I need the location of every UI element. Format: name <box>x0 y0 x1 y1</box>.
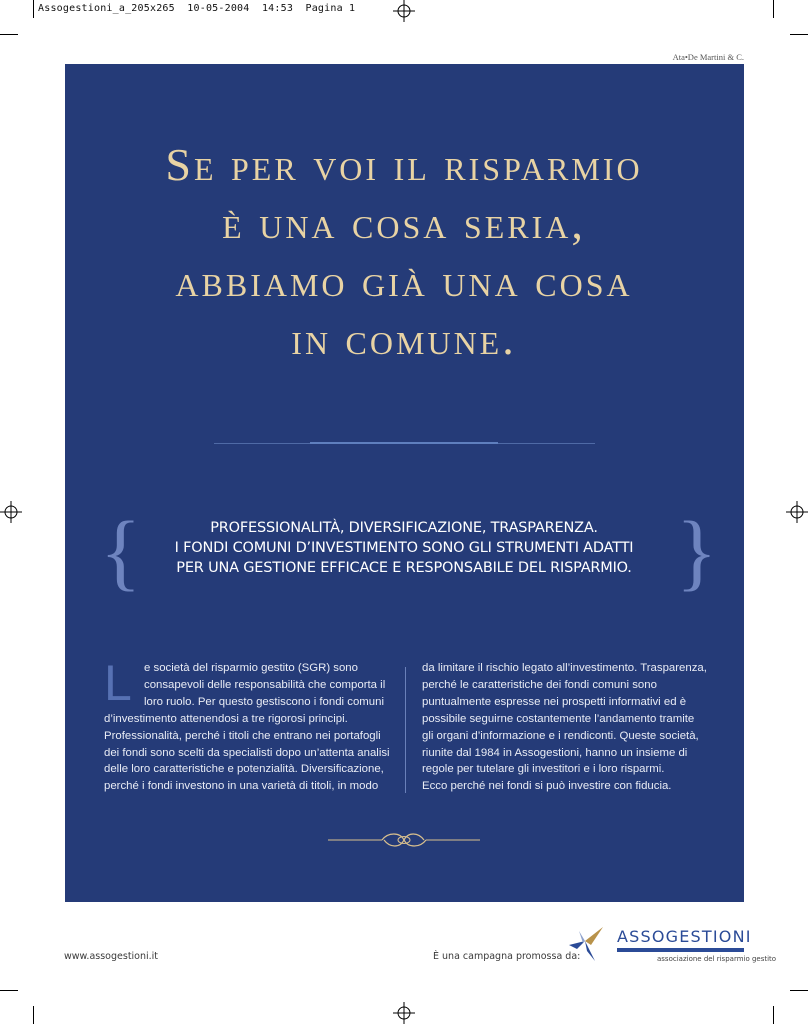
body-line: dei fondi sono scelti da specialisti dopo un’attenta analisi <box>104 746 390 759</box>
promo-note: È una campagna promossa da: <box>433 951 581 962</box>
body-line: da limitare il rischio legato all’investimento. Trasparenza, <box>422 662 707 674</box>
body-line: perché i fondi investono in una varietà di titoli, in modo <box>104 780 379 793</box>
crop-mark <box>33 1006 34 1024</box>
body-line: e società del risparmio gestito (SGR) sono <box>144 662 358 674</box>
left-brace-icon: { <box>100 503 142 599</box>
crop-mark <box>773 1006 774 1024</box>
agency-credit: Ata•De Martini & C. <box>672 52 744 62</box>
body-column-left <box>104 655 390 795</box>
subhead-line: PER UNA GESTIONE EFFICACE E RESPONSABILE DEL RISPARMIO. <box>176 560 632 576</box>
right-brace-icon: } <box>676 503 718 599</box>
headline-line: in comune. <box>291 313 517 364</box>
flourish-ornament-icon <box>328 828 480 854</box>
registration-mark-icon <box>0 501 22 523</box>
body-line: consapevoli delle responsabilità che comporta il <box>144 678 386 691</box>
registration-mark-icon <box>786 501 808 523</box>
crop-mark <box>0 34 18 35</box>
website-url: www.assogestioni.it <box>64 951 159 962</box>
headline <box>0 136 808 368</box>
crop-mark <box>790 34 808 35</box>
registration-mark-icon <box>393 0 415 22</box>
body-line: riunite dal 1984 in Assogestioni, hanno un insieme di <box>422 746 688 759</box>
logo-underline <box>617 948 744 952</box>
body-column-right <box>422 660 708 795</box>
body-line: gli organi d’informazione e i rendiconti. Queste società, <box>422 729 699 742</box>
headline-line: è una cosa seria, <box>222 197 586 248</box>
subhead-line: I FONDI COMUNI D’INVESTIMENTO SONO GLI STRUMENTI ADATTI <box>174 540 634 556</box>
divider-rule-accent <box>310 442 498 444</box>
body-line: d’investimento attenendosi a tre rigorosi principi. <box>104 712 348 725</box>
drop-cap: L <box>104 655 132 711</box>
crop-mark <box>0 990 18 991</box>
body-line: loro ruolo. Per questo gestiscono i fondi comuni <box>144 695 384 708</box>
logo-wordmark: ASSOGESTIONI <box>617 927 752 946</box>
subhead <box>120 518 688 578</box>
body-line: delle loro caratteristiche e potenzialità. Diversificazione, <box>104 763 384 776</box>
subhead-line: PROFESSIONALITÀ, DIVERSIFICAZIONE, TRASPARENZA. <box>210 520 598 536</box>
body-line: Professionalità, perché i titoli che entrano nei portafogli <box>104 729 381 742</box>
body-line: possibile seguirne costantemente l’andamento tramite <box>422 712 695 725</box>
registration-mark-icon <box>393 1002 415 1024</box>
body-line: perché le caratteristiche dei fondi comuni sono <box>422 678 657 691</box>
body-line: Ecco perché nei fondi si può investire con fiducia. <box>422 780 672 793</box>
printer-slug: Assogestioni_a_205x265 10-05-2004 14:53 Pagina 1 <box>38 3 356 14</box>
body-line: regole per tutelare gli investitori e i loro risparmi. <box>422 763 665 776</box>
crop-mark <box>790 990 808 991</box>
assogestioni-star-logo-icon <box>563 925 605 963</box>
body-line: puntualmente espresse nei prospetti informativi ed è <box>422 695 687 708</box>
headline-line: abbiamo già una cosa <box>175 255 633 306</box>
column-separator <box>405 667 406 793</box>
crop-mark <box>33 0 34 18</box>
crop-mark <box>773 0 774 18</box>
logo-tagline: associazione del risparmio gestito <box>657 955 777 963</box>
headline-line: Se per voi il risparmio <box>165 139 643 190</box>
